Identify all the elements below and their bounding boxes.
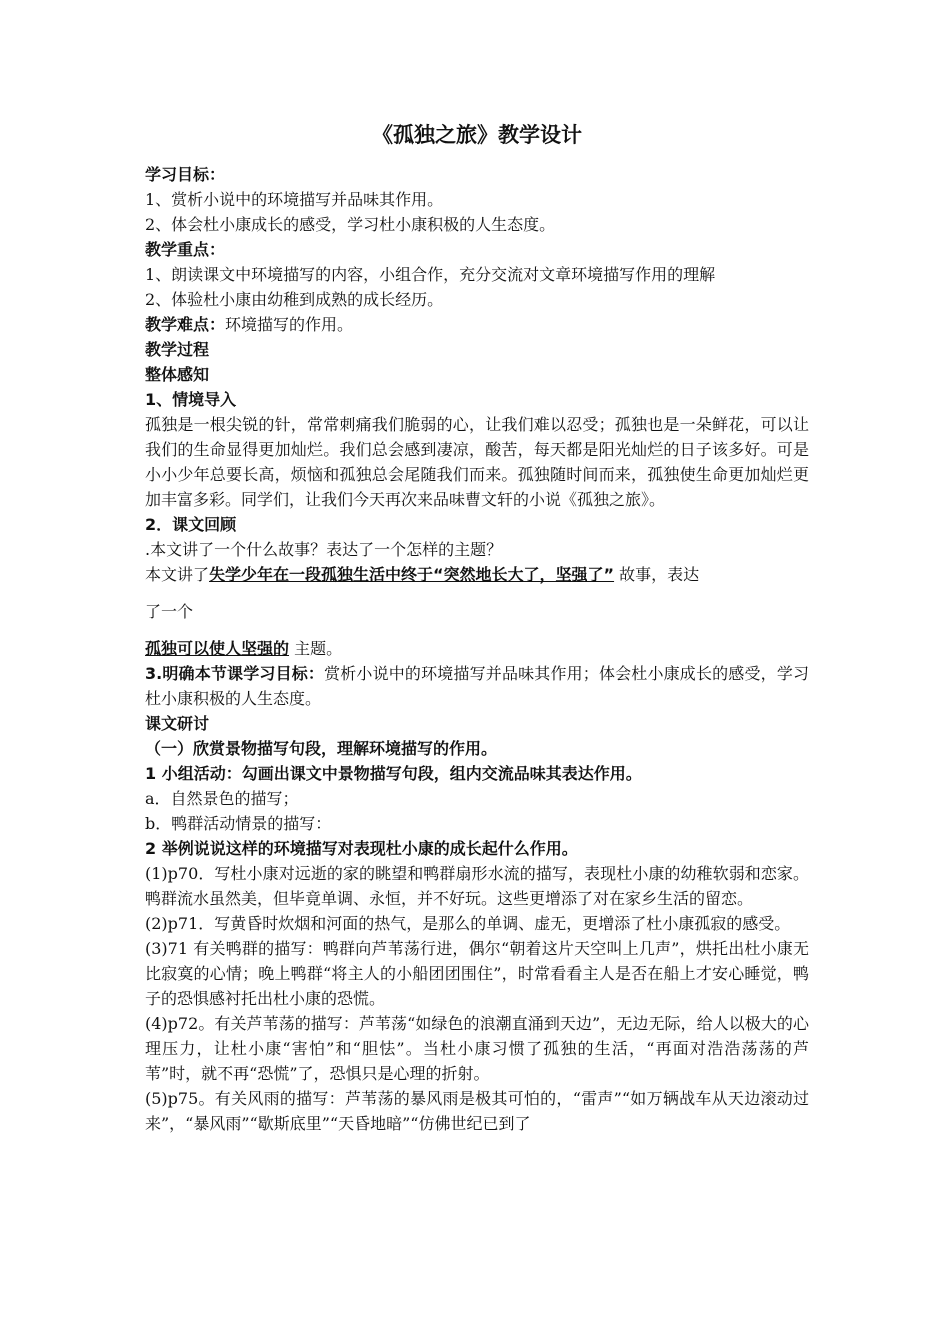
review-answer-line-3	[145, 636, 809, 661]
review-question: .本文讲了一个什么故事？表达了一个怎样的主题？	[145, 540, 503, 559]
intro-heading: 1、情境导入	[145, 390, 237, 409]
goal-heading: 3.明确本节课学习目标：	[145, 664, 325, 683]
activity-item-a: a．自然景色的描写；	[145, 789, 299, 808]
document-title: 《孤独之旅》教学设计	[372, 122, 582, 147]
key-point-item: 2、体验杜小康由幼稚到成熟的成长经历。	[145, 290, 444, 309]
process-heading: 教学过程	[145, 340, 210, 359]
review-answer-line-2: 了一个	[145, 602, 194, 621]
objectives-heading: 学习目标：	[145, 165, 226, 184]
spacer	[145, 624, 809, 636]
key-points-heading: 教学重点：	[145, 240, 226, 259]
answer-suffix: 主题。	[289, 639, 343, 658]
document-page	[145, 120, 809, 1136]
goal-paragraph	[145, 661, 809, 711]
answer-theme: 孤独可以使人坚强的	[145, 639, 290, 658]
objective-item: 1、赏析小说中的环境描写并品味其作用。	[145, 190, 444, 209]
difficulty-heading: 教学难点：	[145, 315, 226, 334]
example-paragraph: (4)p72。有关芦苇荡的描写：芦苇荡“如绿色的浪潮直涌到天边”，无边无际，给人以极大的心理压力，让杜小康“害怕”和“胆怯”。当杜小康习惯了孤独的生活，“再面对浩浩荡荡的芦苇”时，就不再“恐慌”了，恐惧只是心理的折射。	[145, 1014, 809, 1083]
example-paragraph: (5)p75。有关风雨的描写：芦苇荡的暴风雨是极其可怕的，“雷声”“如万辆战车从天边滚动过来”，“暴风雨”“歇斯底里”“天昏地暗”“仿佛世纪已到了	[145, 1089, 809, 1133]
spacer	[145, 587, 809, 599]
study-heading: 课文研讨	[145, 714, 210, 733]
overall-heading: 整体感知	[145, 365, 210, 384]
goal-text: 赏析小说中的环境描写并品味其作用；体会杜小康成长的感受，学习杜小康积极的人生态度。	[145, 664, 809, 708]
activity-item-b: b．鸭群活动情景的描写：	[145, 814, 332, 833]
example-paragraph: (2)p71．写黄昏时炊烟和河面的热气，是那么的单调、虚无，更增添了杜小康孤寂的感受。	[145, 914, 791, 933]
key-point-item: 1、朗读课文中环境描写的内容，小组合作，充分交流对文章环境描写作用的理解	[145, 265, 716, 284]
difficulty-text: 环境描写的作用。	[225, 315, 354, 334]
answer-prefix: 本文讲了	[145, 565, 210, 584]
answer-mid: 故事，表达	[614, 565, 700, 584]
intro-paragraph: 孤独是一根尖锐的针，常常刺痛我们脆弱的心，让我们难以忍受；孤独也是一朵鲜花，可以让我们的生命显得更加灿烂。我们总会感到凄凉，酸苦，每天都是阳光灿烂的日子该多好。可是小小少年总要长高，烦恼和孤独总会尾随我们而来。孤独随时间而来，孤独使生命更加灿烂更加丰富多彩。同学们，让我们今天再次来品味曹文轩的小说《孤独之旅》。	[145, 415, 809, 509]
example-paragraph: (3)71 有关鸭群的描写：鸭群向芦苇荡行进，偶尔“朝着这片天空叫上几声”，烘托出杜小康无比寂寞的心情；晚上鸭群“将主人的小船团团围住”，时常看看主人是否在船上才安心睡觉，鸭子的恐惧感衬托出杜小康的恐慌。	[145, 939, 809, 1008]
difficulty-line	[145, 312, 809, 337]
review-answer-line-1	[145, 562, 809, 587]
review-heading: 2．课文回顾	[145, 515, 237, 534]
example-heading: 2 举例说说这样的环境描写对表现杜小康的成长起什么作用。	[145, 839, 578, 858]
objective-item: 2、体会杜小康成长的感受，学习杜小康积极的人生态度。	[145, 215, 556, 234]
example-paragraph: (1)p70．写杜小康对远逝的家的眺望和鸭群扇形水流的描写，表现杜小康的幼稚软弱和恋家。鸭群流水虽然美，但毕竟单调、永恒，并不好玩。这些更增添了对在家乡生活的留恋。	[145, 864, 809, 908]
activity-heading: 1 小组活动：勾画出课文中景物描写句段，组内交流品味其表达作用。	[145, 764, 642, 783]
section1-heading: （一）欣赏景物描写句段，理解环境描写的作用。	[145, 739, 498, 758]
answer-story: 失学少年在一段孤独生活中终于“突然地长大了，坚强了”	[209, 565, 615, 584]
